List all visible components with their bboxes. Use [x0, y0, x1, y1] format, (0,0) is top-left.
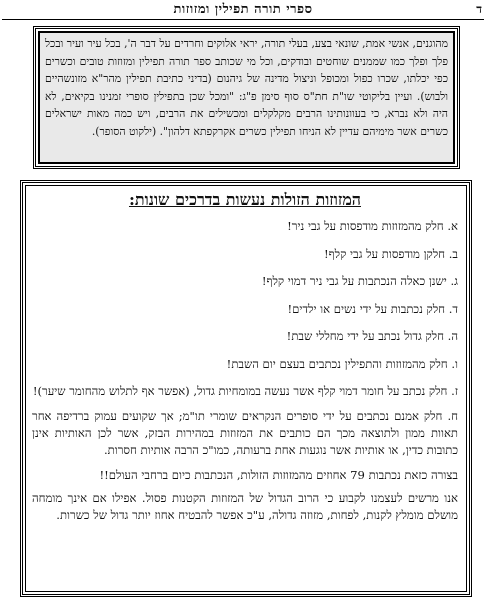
- list-item: ב. חלקן מודפסות על גבי קלף!: [324, 246, 458, 261]
- list-item: א. חלק מהמזוזות מודפסות על גבי ניר!: [287, 219, 458, 233]
- list-item: ג. ישנן כאלה הנכתבות על גבי ניר דמוי קלף!: [261, 274, 458, 288]
- list-item: ז. חלק נכתב על חומר דמוי קלף אשר נעשה במומחיות גדול, (אפשר אף לתלוש מהחומר שיער)!: [32, 384, 458, 398]
- page-number: ד: [476, 2, 482, 16]
- closing-paragraph: אנו מרשים לעצמנו לקבוע כי הרוב הגדול של המזוזות הקטנות פסול. אפילו אם אינך מומחה מושלם מומלץ לקנות, לפחות, מזוזה גדולה, ע"כ אפשר להבטיח אחוז יותר גדול של כשרות.: [32, 491, 458, 522]
- intro-box: [33, 26, 460, 169]
- intro-text: מהוגנים, אנשי אמת, שונאי בצע, בעלי תורה, יראי אלוקים וחרדים על דבר ה', בכל עיר ועיר ובכל פלך ופלך כמו שממנים שוחטים ובודקים, וכל מי שכותב ספר תורה תפילין ומזוזות טובים וכשרים כפי יכלתו, שכרו כפול ומכופל וניצול מדינה של גיהנום (בדיני כתיבת תפילין מהר"א מזונשהיים ולבוש). ועיין בליקוטי שו"ת חת"ס סוף סימן פ"ג: "ומכל שכן בתפילין סופרי זמנינו בקיאים, לא היה ולא נברא, כי בעוונותינו הרבים מקלקלים ומכשילים את הרבים, ויש כמה מאות ישראלים כשרים אשר מימיהם עדיין לא הניחו תפילין כשרים אקרקפתא דלהון". (ילקוט הסופר).: [38, 31, 455, 164]
- main-box-inner: [25, 185, 467, 592]
- closing-paragraph: בצורה כזאת נכתבות 79 אחוזים מהמזוזות הזולות, הנכתבות כיום ברחבי העולם!!: [99, 468, 458, 482]
- list-item: ה. חלק גדול נכתב על ידי מחללי שבת!: [286, 329, 458, 343]
- list-item: ד. חלק נכתבות על ידי נשים או ילדים!: [287, 301, 458, 316]
- list-item: ח. חלק אמנם נכתבים על ידי סופרים הנקראים שומרי תו"מ; אך שקועים עמוק ברדיפה אחר תאוות ממון ולתוצאה מכך הם כותבים את המזוזות במהירות הבזק, אשר לכן האותיות אינן כתובות כדין, או אותיות אשר נוגעות אחת ברעותה, כמו"כ הרבה אותיות חסרות.: [32, 409, 458, 457]
- main-box: [20, 180, 472, 597]
- list-item: ו. חלק מהמזוזות והתפילין נכתבים בעצם יום השבת!: [226, 356, 458, 371]
- page-header: [2, 1, 484, 20]
- book-title: ספרי תורה תפילין ומזוזות: [173, 2, 313, 17]
- section-heading: המזוזות הזולות נעשות בדרכים שונות:: [128, 190, 361, 209]
